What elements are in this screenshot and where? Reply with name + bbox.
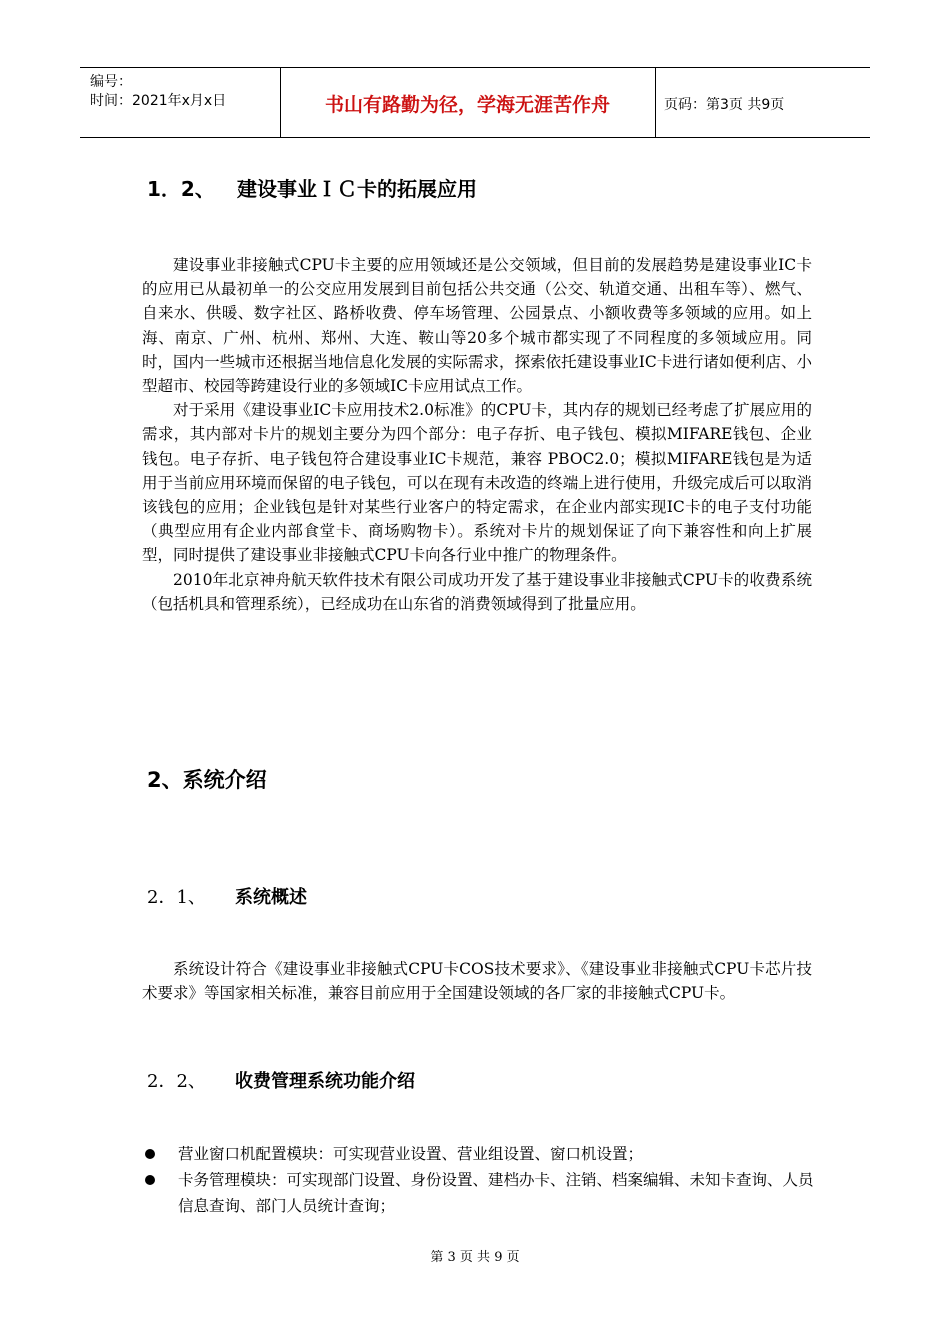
section-title: 系统概述 bbox=[235, 887, 307, 908]
bullet-icon bbox=[145, 1149, 155, 1159]
section-2-1-body bbox=[142, 957, 812, 1005]
header-page-number: 页码：第3页 共9页 bbox=[664, 97, 785, 113]
section-heading-2-2 bbox=[147, 1067, 415, 1093]
paragraph: 建设事业非接触式CPU卡主要的应用领域还是公交领域，但目前的发展趋势是建设事业IC卡的应用已从最初单一的公交应用发展到目前包括公共交通（公交、轨道交通、出租车等）、燃气、自来水、供暖、数字社区、路桥收费、停车场管理、公园景点、小额收费等多领域的应用。如上海、南京、广州、杭州、郑州、大连、鞍山等20多个城市都实现了不同程度的多领域应用。同时，国内一些城市还根据当地信息化发展的实际需求，探索依托建设事业IC卡进行诸如便利店、小型超市、校园等跨建设行业的多领域IC卡应用试点工作。 bbox=[142, 256, 812, 396]
page-header bbox=[80, 67, 870, 138]
section-heading-2: 2、系统介绍 bbox=[147, 768, 267, 792]
section-title: 建设事业ＩＣ卡的拓展应用 bbox=[237, 177, 477, 201]
paragraph: 2010年北京神舟航天软件技术有限公司成功开发了基于建设事业非接触式CPU卡的收费系统（包括机具和管理系统），已经成功在山东省的消费领域得到了批量应用。 bbox=[142, 570, 812, 613]
section-title: 收费管理系统功能介绍 bbox=[235, 1071, 415, 1092]
section-1-2-body bbox=[142, 253, 812, 616]
header-meta bbox=[90, 73, 226, 111]
feature-list bbox=[142, 1141, 822, 1219]
paragraph: 系统设计符合《建设事业非接触式CPU卡COS技术要求》、《建设事业非接触式CPU卡芯片技术要求》等国家相关标准，兼容目前应用于全国建设领域的各厂家的非接触式CPU卡。 bbox=[142, 960, 812, 1003]
list-item-text: 营业窗口机配置模块：可实现营业设置、营业组设置、窗口机设置； bbox=[178, 1145, 644, 1163]
list-item bbox=[142, 1167, 822, 1219]
document-number-label: 编号： bbox=[90, 74, 132, 90]
list-item bbox=[142, 1141, 822, 1167]
section-heading-1-2 bbox=[147, 173, 477, 202]
paragraph: 对于采用《建设事业IC卡应用技术2.0标准》的CPU卡，其内存的规划已经考虑了扩展应用的需求，其内部对卡片的规划主要分为四个部分：电子存折、电子钱包、模拟MIFARE钱包、企业钱包。电子存折、电子钱包符合建设事业IC卡规范，兼容 PBOC2.0；模拟MIFARE钱包是为适用于当前应用环境而保留的电子钱包，可以在现有未改造的终端上进行使用，升级完成后可以取消该钱包的应用；企业钱包是针对某些行业客户的特定需求，在企业内部实现IC卡的电子支付功能（典型应用有企业内部食堂卡、商场购物卡）。系统对卡片的规划保证了向下兼容性和向上扩展型，同时提供了建设事业非接触式CPU卡向各行业中推广的物理条件。 bbox=[142, 401, 812, 565]
page-footer: 第 3 页 共 9 页 bbox=[430, 1250, 520, 1265]
section-heading-2-1 bbox=[147, 883, 307, 909]
header-divider bbox=[655, 68, 656, 137]
section-number: 2．2、 bbox=[147, 1071, 206, 1092]
section-number: 2．1、 bbox=[147, 887, 206, 908]
document-date-label: 时间：2021年x月x日 bbox=[90, 93, 227, 109]
bullet-icon bbox=[145, 1175, 155, 1185]
section-number: 1．2、 bbox=[147, 177, 215, 201]
list-item-text: 卡务管理模块：可实现部门设置、身份设置、建档办卡、注销、档案编辑、未知卡查询、人员信息查询、部门人员统计查询； bbox=[178, 1171, 814, 1215]
header-motto: 书山有路勤为径，学海无涯苦作舟 bbox=[324, 94, 610, 116]
